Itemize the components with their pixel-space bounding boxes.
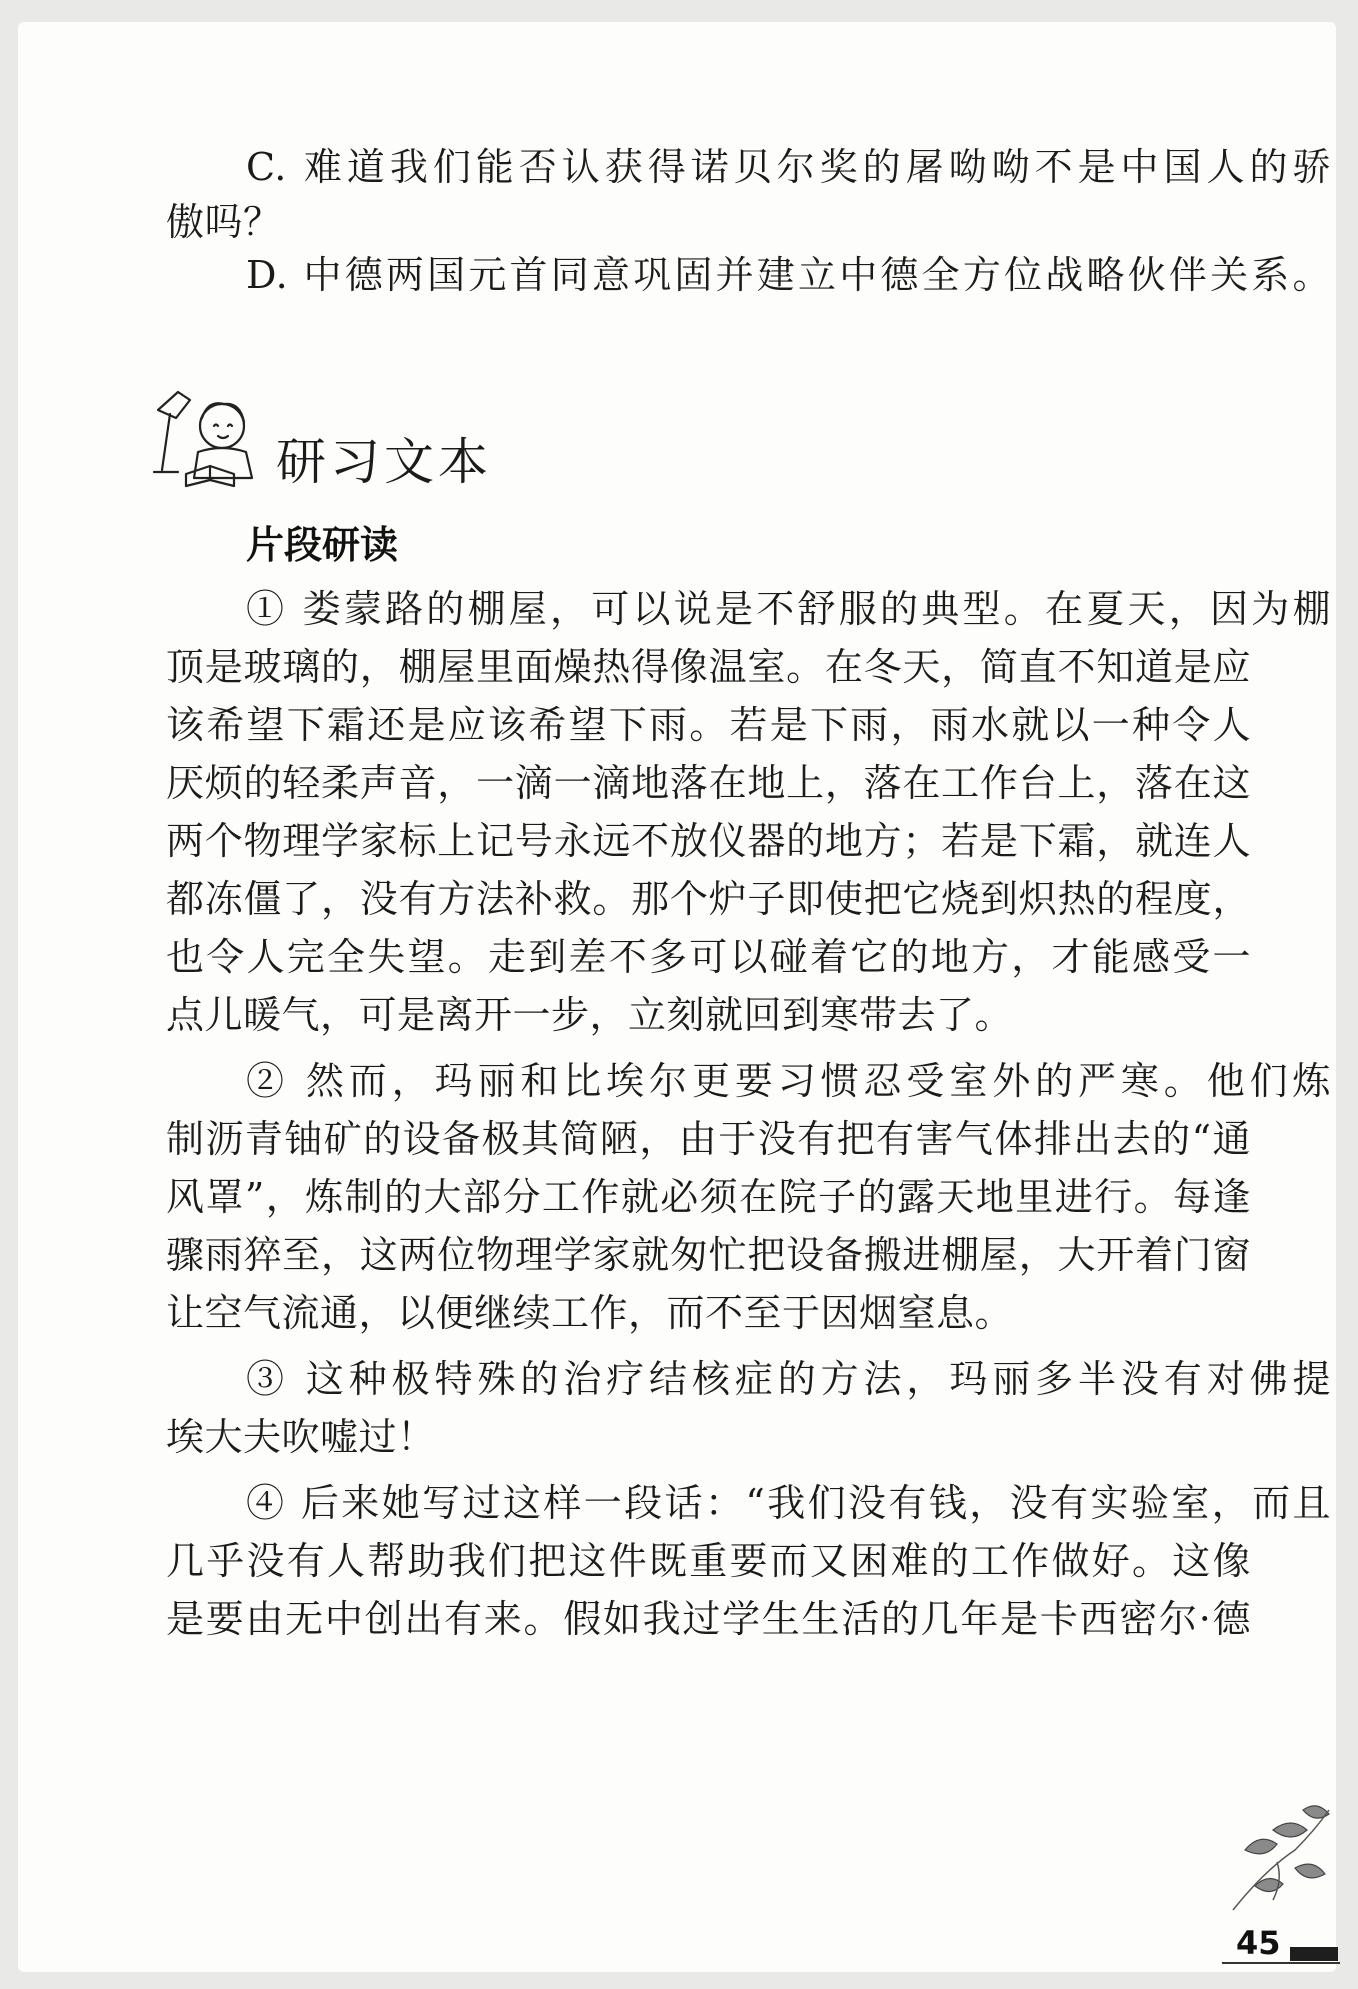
leaves-icon <box>1225 1790 1335 1940</box>
page-number-rule <box>1222 1962 1340 1964</box>
subsection-title: 片段研读 <box>246 523 399 567</box>
p2-line-1: ② 然而，玛丽和比埃尔更要习惯忍受室外的严寒。他们炼 <box>246 1059 1331 1103</box>
p1-line-7: 也令人完全失望。走到差不多可以碰着它的地方，才能感受一 <box>166 935 1251 979</box>
p2-line-3: 风罩”，炼制的大部分工作就必须在院子的露天地里进行。每逢 <box>166 1175 1251 1219</box>
option-d-line-1: D. 中德两国元首同意巩固并建立中德全方位战略伙伴关系。 <box>246 253 1331 297</box>
page-number: 45 <box>1236 1924 1281 1962</box>
page-number-bar <box>1290 1947 1338 1961</box>
option-c-line-2: 傲吗？ <box>166 200 282 244</box>
section-title: 研习文本 <box>276 433 492 491</box>
p2-line-4: 骤雨猝至，这两位物理学家就匆忙把设备搬进棚屋，大开着门窗 <box>166 1233 1251 1277</box>
option-c-line-1: C. 难道我们能否认获得诺贝尔奖的屠呦呦不是中国人的骄 <box>246 145 1331 189</box>
p1-line-2: 顶是玻璃的，棚屋里面燥热得像温室。在冬天，简直不知道是应 <box>166 645 1251 689</box>
reading-student-icon <box>148 382 273 492</box>
p1-line-8: 点儿暖气，可是离开一步，立刻就回到寒带去了。 <box>166 993 1014 1037</box>
p1-line-1: ① 娄蒙路的棚屋，可以说是不舒服的典型。在夏天，因为棚 <box>246 587 1331 631</box>
p4-line-3: 是要由无中创出有来。假如我过学生生活的几年是卡西密尔·德 <box>166 1597 1251 1641</box>
p4-line-2: 几乎没有人帮助我们把这件既重要而又困难的工作做好。这像 <box>166 1539 1251 1583</box>
section-heading <box>148 382 548 492</box>
page <box>18 22 1336 1972</box>
p4-line-1: ④ 后来她写过这样一段话：“我们没有钱，没有实验室，而且 <box>246 1481 1331 1525</box>
p3-line-2: 埃大夫吹嘘过！ <box>166 1415 436 1459</box>
p1-line-3: 该希望下霜还是应该希望下雨。若是下雨，雨水就以一种令人 <box>166 703 1251 747</box>
p2-line-5: 让空气流通，以便继续工作，而不至于因烟窒息。 <box>166 1291 1014 1335</box>
p1-line-6: 都冻僵了，没有方法补救。那个炉子即使把它烧到炽热的程度， <box>166 877 1251 921</box>
p3-line-1: ③ 这种极特殊的治疗结核症的方法，玛丽多半没有对佛提 <box>246 1357 1331 1401</box>
p2-line-2: 制沥青铀矿的设备极其简陋，由于没有把有害气体排出去的“通 <box>166 1117 1251 1161</box>
p1-line-5: 两个物理学家标上记号永远不放仪器的地方；若是下霜，就连人 <box>166 819 1251 863</box>
p1-line-4: 厌烦的轻柔声音，一滴一滴地落在地上，落在工作台上，落在这 <box>166 761 1251 805</box>
